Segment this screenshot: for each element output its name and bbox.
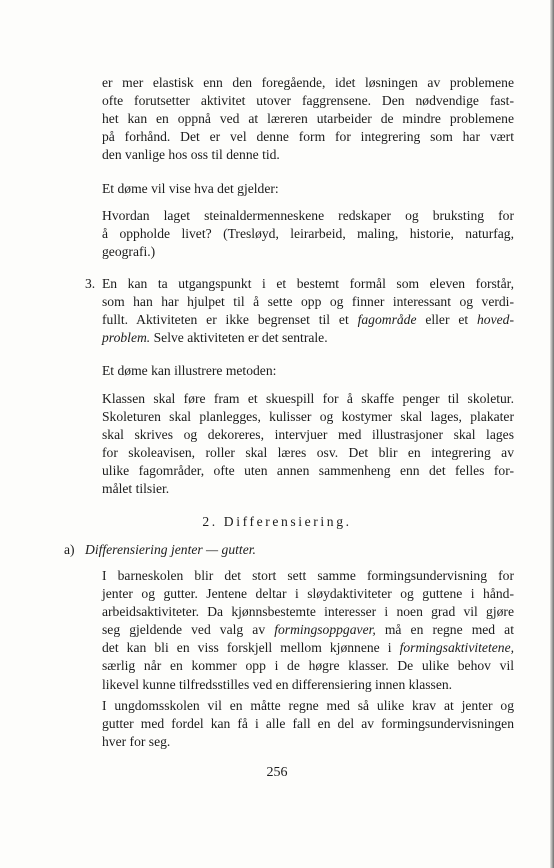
text-line: skal skrives og dekoreres, intervjuer med illustrasjoner skal lages xyxy=(102,427,514,443)
text-line: Hvordan laget steinaldermenneskene redskaper og bruksting for xyxy=(102,208,514,223)
text-line: særlig når en kommer opp i de høgre klasser. De ulike behov vil xyxy=(102,658,514,674)
paragraph-stone-age-example xyxy=(102,207,514,261)
text-line: geografi.) xyxy=(102,244,156,260)
emphasis-hovedproblem: hoved- xyxy=(477,312,514,328)
text-line: I barneskolen blir det stort sett samme formingsundervisning for xyxy=(102,568,514,583)
text-fragment: Selve aktiviteten er det sentrale. xyxy=(150,330,328,346)
text-fragment: seg gjeldende ved valg av xyxy=(102,622,275,638)
text-line: arbeidsaktiviteter. Da kjønnsbestemte interesser i noen grad vil gjøre xyxy=(102,604,514,620)
subsection-title-text: Differensiering jenter — gutter. xyxy=(85,542,256,557)
text-fragment: det kan bli en viss forskjell mellom kjønnene i xyxy=(102,640,400,656)
paragraph-item-3 xyxy=(102,275,514,347)
text-line: jenter og gutter. Jentene deltar i sløydaktiviteter og guttene i hånd- xyxy=(102,586,514,602)
text-line: hver for seg. xyxy=(102,734,171,750)
text-line: på forhånd. Det er vel denne form for integrering som har vært xyxy=(102,129,514,145)
text-fragment: må en regne med at xyxy=(375,622,514,638)
paragraph-method-lead xyxy=(102,362,514,380)
paragraph-primary-school xyxy=(102,567,514,694)
subsection-title xyxy=(85,541,256,559)
text-line: het kan en oppnå ved at læreren utarbeider de mindre problemene xyxy=(102,111,514,127)
emphasis-fagomrade: fagområde xyxy=(357,312,417,328)
text-line: Klassen skal føre fram et skuespill for å skaffe penger til skoletur. xyxy=(102,391,514,406)
text-line: gutter med fordel kan få i alle fall en del av formingsundervisningen xyxy=(102,716,514,732)
paragraph-lower-secondary xyxy=(102,697,514,751)
emphasis-formingsaktivitetene: formingsaktivitetene, xyxy=(399,640,514,656)
text-line: Skoleturen skal planlegges, kulisser og kostymer skal lages, plakater xyxy=(102,409,514,425)
paragraph-example-lead xyxy=(102,180,514,198)
text-line: Et døme vil vise hva det gjelder: xyxy=(102,181,279,196)
text-line: den vanlige hos oss til denne tid. xyxy=(102,147,280,163)
text-line: I ungdomsskolen vil en måtte regne med så ulike krav at jenter og xyxy=(102,698,514,713)
text-line: likevel kunne tilfredsstilles ved en differensiering innen klassen. xyxy=(102,676,453,692)
text-fragment: eller et xyxy=(416,312,477,328)
text-line: ofte forutsetter aktivitet utover faggrensene. Den nødvendige fast- xyxy=(102,93,514,109)
emphasis-formingsoppgaver: formingsoppgaver, xyxy=(274,622,376,638)
text-line xyxy=(102,639,514,657)
emphasis-problem: problem. xyxy=(102,330,151,346)
text-line: målet tilsier. xyxy=(102,481,170,497)
list-marker-3: 3. xyxy=(85,276,96,291)
paragraph-integration-intro xyxy=(102,74,514,164)
section-heading: 2. Differensiering. xyxy=(202,514,352,529)
text-line: som han har hjulpet til å sette opp og finner interessant og verdi- xyxy=(102,294,514,310)
text-fragment: fullt. Aktiviteten er ikke begrenset til et xyxy=(102,312,358,328)
text-line xyxy=(102,311,514,329)
paragraph-play-example xyxy=(102,390,514,499)
text-line: å oppholde livet? (Tresløyd, leirarbeid, maling, historie, naturfag, xyxy=(102,226,514,242)
text-line: er mer elastisk enn den foregående, idet løsningen av problemene xyxy=(102,75,514,90)
text-line: for skoleavisen, roller skal læres osv. Det blir en integrering av xyxy=(102,445,514,461)
page-edge-shadow xyxy=(550,0,554,868)
subsection-marker: a) xyxy=(64,542,75,557)
text-line xyxy=(102,621,514,639)
text-line: ulike fagområder, ofte uten annen sammenheng enn det felles for- xyxy=(102,463,514,479)
text-line: En kan ta utgangspunkt i et bestemt formål som eleven forstår, xyxy=(102,276,514,291)
text-line: Et døme kan illustrere metoden: xyxy=(102,363,277,378)
text-line xyxy=(102,329,514,347)
page-number: 256 xyxy=(266,765,288,780)
